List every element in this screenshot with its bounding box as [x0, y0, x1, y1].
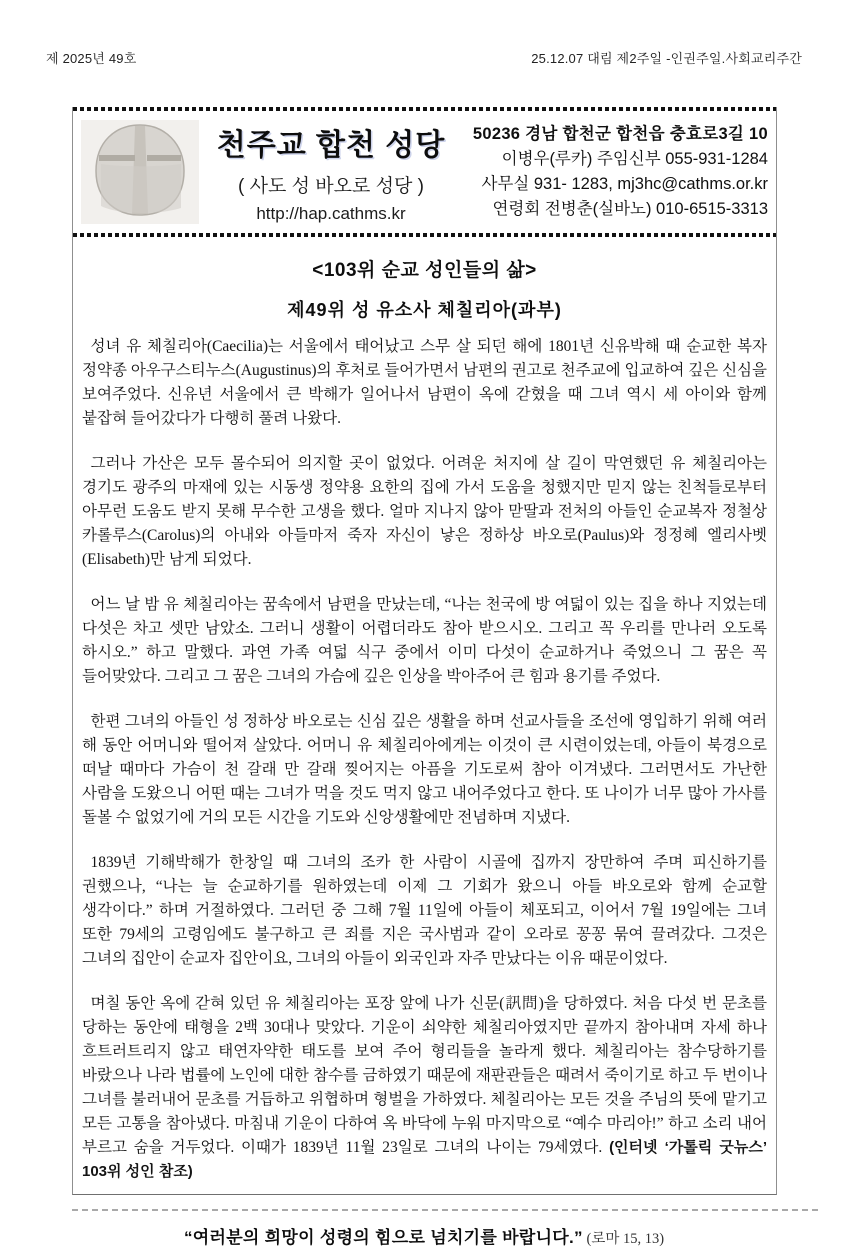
contact-address: 50236 경남 합천군 합천읍 충효로3길 10 [472, 125, 768, 143]
article-body [73, 237, 776, 1194]
scripture-reference: (로마 15, 13) [582, 1231, 665, 1247]
bulletin-sheet [72, 107, 777, 1195]
masthead-center [205, 120, 457, 224]
contact-office: 사무실 931- 1283, mj3hc@cathms.or.kr [481, 175, 768, 193]
paragraph-3: 어느 날 밤 유 체칠리아는 꿈속에서 남편을 만났는데, “나는 천국에 방 여덟이 있는 집을 하나 지었는데 다섯은 차고 셋만 남았소. 그러니 생활이 어렵더라도 참아 받으시오. 그리고 꼭 우리를 만나러 오도록 하시오.” 하고 말했다. 과연 가족 여덟 식구 중에서 이미 다섯이 순교하거나 죽었으니 그 꿈은 꼭 들어맞았다. 그리고 그 꿈은 그녀의 가슴에 깊은 인상을 박아주어 큰 힘과 용기를 주었다. [82, 596, 767, 685]
series-title: <103위 순교 성인들의 삶> [312, 260, 537, 281]
saint-title: 제49위 성 유소사 체칠리아(과부) [287, 300, 562, 320]
church-subtitle: ( 사도 성 바오로 성당 ) [238, 176, 424, 197]
contact-block [473, 122, 770, 222]
issue-number: 제 2025년 49호 [46, 51, 137, 66]
church-logo [81, 120, 199, 224]
stone-cross-logo-icon [89, 122, 191, 223]
paragraph-4: 한편 그녀의 아들인 성 정하상 바오로는 신심 깊은 생활을 하며 선교사들을 조선에 영입하기 위해 여러 해 동안 어머니와 떨어져 살았다. 어머니 유 체칠리아에게는 이것이 큰 시련이었는데, 아들이 북경으로 떠날 때마다 가슴이 천 갈래 만 갈래 찢어지는 아픔을 기도로써 참아 이겨냈다. 그러면서도 가난한 사람을 도왔으니 어떤 때는 그녀가 먹을 것도 먹지 않고 내어주었다고 한다. 또 나이가 너무 많아 가사를 돌볼 수 없었기에 거의 모든 시간을 기도와 신앙생활에만 전념하며 지냈다. [82, 713, 767, 826]
paragraph-1: 성녀 유 체칠리아(Caecilia)는 서울에서 태어났고 스무 살 되던 해에 1801년 신유박해 때 순교한 복자 정약종 아우구스티누스(Augustinus)의 후처로 들어가면서 남편의 권고로 천주교에 입교하여 깊은 신심을 보여주었다. 신유년 서울에서 큰 박해가 일어나서 남편이 옥에 갇혔을 때 그녀 역시 세 아이와 함께 붙잡혀 들어갔다가 다행히 풀려 나왔다. [82, 338, 767, 427]
contact-pastor: 이병우(루카) 주임신부 055-931-1284 [501, 150, 768, 168]
paragraph-6 [82, 992, 767, 1184]
paragraph-6-text: 며칠 동안 옥에 갇혀 있던 유 체칠리아는 포장 앞에 나가 신문(訊問)을 당하였다. 처음 다섯 번 문초를 당하는 동안에 태형을 2백 30대나 맞았다. 기운이 쇠약한 체칠리아였지만 끝까지 참아내며 자세 하나 흐트러트리지 않고 태연자약한 태도를 보여 주어 형리들을 놀라게 했다. 체칠리아는 참수당하기를 바랐으나 나라 법률에 노인에 대한 참수를 금하였기 때문에 재판관들은 때려서 죽이기로 하고 두 번이나 그녀를 불러내어 문초를 거듭하고 위협하며 형벌을 가하였다. 체칠리아는 모든 것을 주님의 뜻에 맡기고 모든 고통을 참아냈다. 마침내 기운이 다하여 옥 바닥에 누워 마지막으로 “예수 마리아!” 하고 소리 내어 부르고 숨을 거두었다. 이때가 1839년 11월 23일로 그녀의 나이는 79세였다. [82, 995, 767, 1156]
contact-society: 연령회 전병춘(실바노) 010-6515-3313 [492, 200, 768, 218]
liturgical-date: 25.12.07 대림 제2주일 -인권주일.사회교리주간 [531, 51, 802, 66]
scripture-quote: “여러분의 희망이 성령의 힘으로 넘치기를 바랍니다.” [183, 1228, 583, 1247]
masthead [73, 111, 776, 233]
footer-quote [0, 1223, 848, 1248]
church-website: http://hap.cathms.kr [256, 204, 406, 223]
running-head [0, 0, 848, 67]
paragraph-5: 1839년 기해박해가 한창일 때 그녀의 조카 한 사람이 시골에 집까지 장만하여 주며 피신하기를 권했으나, “나는 늘 순교하기를 원하였는데 이제 그 기회가 왔으니 아들 바오로와 함께 순교할 생각이다.” 하며 거절하였다. 그러던 중 그해 7월 11일에 아들이 체포되고, 이어서 7월 19일에는 그녀 또한 79세의 고령임에도 불구하고 큰 죄를 지은 국사범과 같이 오라로 꽁꽁 묶여 끌려갔다. 그것은 그녀의 집안이 순교자 집안이요, 그녀의 아들이 외국인과 자주 만났다는 이유 때문이었다. [82, 854, 767, 967]
paragraph-2: 그러나 가산은 모두 몰수되어 의지할 곳이 없었다. 어려운 처지에 살 길이 막연했던 유 체칠리아는 경기도 광주의 마재에 있는 시동생 정약용 요한의 집에 가서 도움을 청했지만 믿지 않는 친척들로부터 아무런 도움도 받지 못해 무수한 고생을 했다. 얼마 지나지 않아 맏딸과 전처의 아들인 순교복자 정철상 카롤루스(Carolus)의 아내와 아들마저 죽자 자신이 낳은 정하상 바오로(Paulus)와 정정혜 엘리사벳(Elisabeth)만 남게 되었다. [82, 455, 767, 568]
source-note: (인터넷 ‘가톨릭 굿뉴스’ 103위 성인 참조) [82, 1139, 767, 1180]
dashed-divider [72, 1209, 818, 1211]
church-name: 천주교 합천 성당 [216, 129, 446, 162]
